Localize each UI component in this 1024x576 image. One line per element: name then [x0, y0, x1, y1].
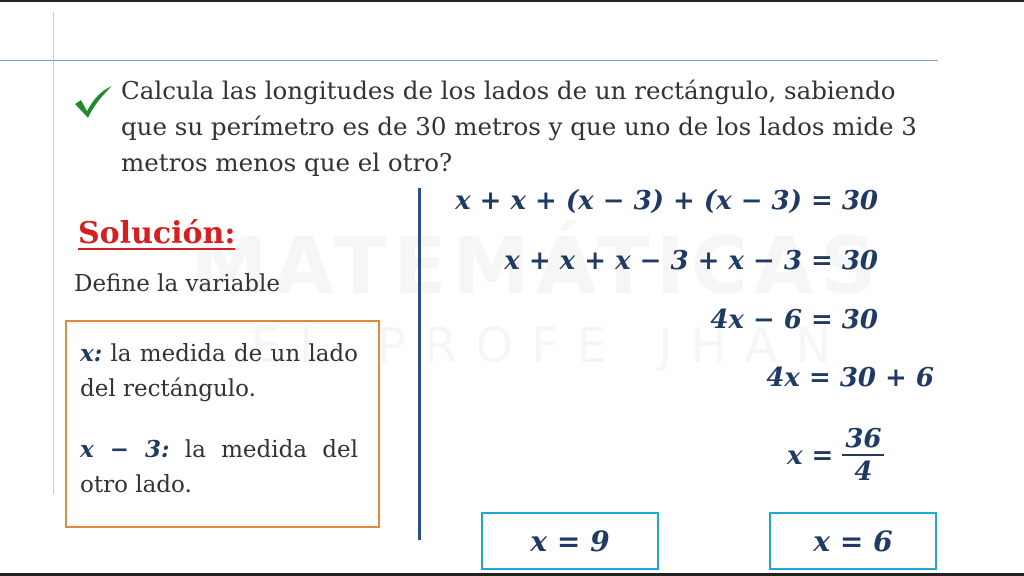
- define-variable-label: Define la variable: [74, 271, 280, 297]
- result-box-side-1: x = 9: [481, 512, 659, 570]
- definition-variable: x − 3:: [80, 436, 170, 463]
- fraction-lhs: x =: [787, 441, 834, 471]
- header-rule: [0, 60, 938, 61]
- definition-x: [80, 336, 358, 407]
- top-border: [0, 0, 1024, 2]
- fraction: [841, 424, 885, 488]
- checkmark-icon: [72, 84, 114, 120]
- equation-step-3: 4x − 6 = 30: [710, 305, 878, 335]
- definition-x-minus-3: [80, 432, 358, 503]
- definition-text: la medida del otro lado.: [80, 437, 358, 498]
- equation-step-5: [787, 421, 886, 491]
- equation-step-4: 4x = 30 + 6: [766, 363, 934, 393]
- margin-rule: [53, 12, 54, 494]
- problem-statement: Calcula las longitudes de los lados de un rectángulo, sabiendo que su perímetro es de 30 metros y que uno de los lados mide 3 metros menos que el otro?: [121, 76, 917, 177]
- equation-step-2: x + x + x − 3 + x − 3 = 30: [504, 246, 878, 276]
- fraction-numerator: 36: [845, 424, 882, 454]
- result-box-side-2: x = 6: [769, 512, 937, 570]
- equation-step-1: x + x + (x − 3) + (x − 3) = 30: [455, 186, 878, 216]
- fraction-denominator: 4: [854, 457, 873, 487]
- definition-text: la medida de un lado del rectángulo.: [80, 341, 359, 402]
- column-divider: [418, 188, 421, 540]
- solution-heading: Solución:: [78, 216, 236, 251]
- definition-variable: x:: [80, 340, 103, 367]
